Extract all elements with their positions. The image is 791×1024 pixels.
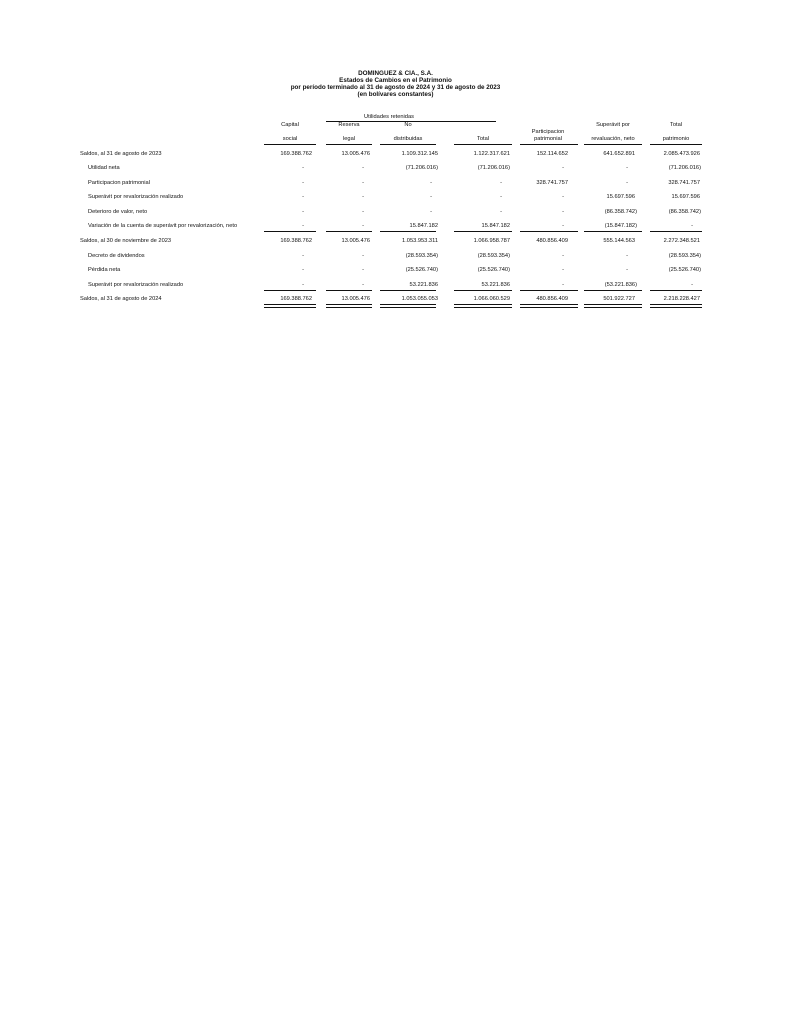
cell-capital: - bbox=[302, 180, 304, 186]
subtotal-rule-capital bbox=[264, 231, 316, 232]
cell-total-retenidas: 1.066.958.787 bbox=[473, 238, 510, 244]
cell-total-patrimonio: 2.085.473.926 bbox=[663, 151, 700, 157]
header-superavit-1: Superávit por bbox=[596, 122, 630, 128]
cell-capital: - bbox=[302, 165, 304, 171]
cell-superavit: - bbox=[626, 180, 628, 186]
cell-total-patrimonio: (71.206.016) bbox=[668, 165, 701, 171]
cell-superavit: - bbox=[626, 253, 628, 259]
cell-participacion: 152.114.652 bbox=[536, 151, 568, 157]
utilidades-retenidas-group-label: Utilidades retenidas bbox=[364, 114, 414, 120]
header-no-distribuidas-1: No bbox=[404, 122, 412, 128]
cell-capital: 169.388.762 bbox=[280, 238, 312, 244]
cell-reserva: 13.005.476 bbox=[341, 296, 370, 302]
header-capital-2: social bbox=[282, 136, 298, 142]
cell-no-distribuidas: 1.053.055.053 bbox=[401, 296, 438, 302]
header-rule-reserva bbox=[326, 144, 372, 145]
cell-participacion: 480.856.409 bbox=[536, 238, 568, 244]
cell-capital: - bbox=[302, 209, 304, 215]
cell-total-patrimonio: 15.697.596 bbox=[671, 194, 700, 200]
double-rule-participacion bbox=[520, 304, 578, 308]
cell-reserva: - bbox=[362, 194, 364, 200]
total-rule-reserva bbox=[326, 290, 372, 291]
header-rule-no-distribuidas bbox=[380, 144, 436, 145]
statement-units: (en bolívares constantes) bbox=[357, 91, 434, 98]
row-label: Deterioro de valor, neto bbox=[88, 209, 148, 215]
header-reserva-2: legal bbox=[342, 136, 356, 142]
cell-total-retenidas: 53.221.836 bbox=[481, 282, 510, 288]
cell-reserva: 13.005.476 bbox=[341, 238, 370, 244]
header-total-patrimonio-1: Total bbox=[669, 122, 682, 128]
cell-no-distribuidas: - bbox=[430, 209, 432, 215]
cell-superavit: - bbox=[626, 267, 628, 273]
cell-total-retenidas: - bbox=[500, 209, 502, 215]
cell-reserva: - bbox=[362, 209, 364, 215]
subtotal-rule-total bbox=[454, 231, 512, 232]
cell-participacion: 480.856.409 bbox=[536, 296, 568, 302]
cell-superavit: (15.847.182) bbox=[604, 223, 637, 229]
double-rule-reserva bbox=[326, 304, 372, 308]
cell-total-retenidas: (25.526.740) bbox=[477, 267, 510, 273]
cell-participacion: 328.741.757 bbox=[536, 180, 568, 186]
cell-superavit: 501.922.727 bbox=[603, 296, 635, 302]
double-rule-superavit bbox=[584, 304, 642, 308]
cell-reserva: - bbox=[362, 253, 364, 259]
cell-total-patrimonio: (28.593.354) bbox=[668, 253, 701, 259]
cell-participacion: - bbox=[562, 267, 564, 273]
cell-reserva: - bbox=[362, 223, 364, 229]
cell-participacion: - bbox=[562, 194, 564, 200]
cell-total-patrimonio: 2.218.228.427 bbox=[663, 296, 700, 302]
cell-total-patrimonio: - bbox=[691, 223, 693, 229]
header-rule-superavit bbox=[584, 144, 642, 145]
cell-superavit: 555.144.563 bbox=[603, 238, 635, 244]
cell-participacion: - bbox=[562, 165, 564, 171]
cell-capital: 169.388.762 bbox=[280, 296, 312, 302]
cell-total-patrimonio: (86.358.742) bbox=[668, 209, 701, 215]
cell-superavit: 15.697.596 bbox=[606, 194, 635, 200]
cell-reserva: - bbox=[362, 165, 364, 171]
subtotal-rule-superavit bbox=[584, 231, 642, 232]
header-superavit-2: revaluación, neto bbox=[591, 136, 635, 142]
row-label: Variación de la cuenta de superávit por revalorización, neto bbox=[88, 223, 238, 229]
cell-superavit: (86.358.742) bbox=[604, 209, 637, 215]
row-label: Participacion patrimonial bbox=[88, 180, 150, 186]
row-label: Superávit por revalorización realizado bbox=[88, 194, 184, 200]
cell-capital: - bbox=[302, 194, 304, 200]
cell-participacion: - bbox=[562, 253, 564, 259]
cell-participacion: - bbox=[562, 223, 564, 229]
subtotal-rule-reserva bbox=[326, 231, 372, 232]
cell-total-patrimonio: - bbox=[691, 282, 693, 288]
statement-period: por período terminado al 31 de agosto de 2024 y 31 de agosto de 2023 bbox=[290, 84, 501, 91]
total-rule-no-distribuidas bbox=[380, 290, 436, 291]
header-rule-participacion bbox=[520, 144, 578, 145]
cell-no-distribuidas: (28.593.354) bbox=[405, 253, 438, 259]
cell-capital: 169.388.762 bbox=[280, 151, 312, 157]
cell-no-distribuidas: - bbox=[430, 194, 432, 200]
total-rule-total-patrimonio bbox=[650, 290, 702, 291]
cell-no-distribuidas: (71.206.016) bbox=[405, 165, 438, 171]
header-no-distribuidas-2: distribuidas bbox=[393, 136, 423, 142]
double-rule-capital bbox=[264, 304, 316, 308]
header-capital-1: Capital bbox=[281, 122, 299, 128]
row-label: Decreto de dividendos bbox=[88, 253, 145, 259]
cell-capital: - bbox=[302, 253, 304, 259]
cell-participacion: - bbox=[562, 282, 564, 288]
company-name: DOMINGUEZ & CIA., S.A. bbox=[358, 70, 433, 77]
cell-superavit: 641.652.891 bbox=[603, 151, 635, 157]
cell-no-distribuidas: (25.526.740) bbox=[405, 267, 438, 273]
subtotal-rule-participacion bbox=[520, 231, 578, 232]
cell-total-retenidas: (28.593.354) bbox=[477, 253, 510, 259]
cell-capital: - bbox=[302, 282, 304, 288]
total-rule-capital bbox=[264, 290, 316, 291]
cell-total-retenidas: - bbox=[500, 194, 502, 200]
cell-reserva: 13.005.476 bbox=[341, 151, 370, 157]
statement-title: Estados de Cambios en el Patrimonio bbox=[339, 77, 452, 84]
double-rule-total bbox=[454, 304, 512, 308]
header-reserva-1: Reserva bbox=[338, 122, 360, 128]
cell-total-retenidas: 1.066.060.529 bbox=[473, 296, 510, 302]
header-participacion-2: patrimonial bbox=[534, 136, 562, 142]
double-rule-total-patrimonio bbox=[650, 304, 702, 308]
cell-no-distribuidas: 15.847.182 bbox=[409, 223, 438, 229]
total-rule-total bbox=[454, 290, 512, 291]
cell-total-patrimonio: 328.741.757 bbox=[668, 180, 700, 186]
header-rule-capital bbox=[264, 144, 316, 145]
cell-superavit: - bbox=[626, 165, 628, 171]
cell-total-retenidas: 1.122.317.621 bbox=[473, 151, 510, 157]
cell-no-distribuidas: 1.053.953.311 bbox=[402, 238, 438, 244]
row-label: Pérdida neta bbox=[88, 267, 121, 273]
cell-no-distribuidas: - bbox=[430, 180, 432, 186]
row-label: Superávit por revalorización realizado bbox=[88, 282, 184, 288]
cell-superavit: (53.221.836) bbox=[604, 282, 637, 288]
total-rule-superavit bbox=[584, 290, 642, 291]
cell-total-retenidas: - bbox=[500, 180, 502, 186]
row-label: Saldos, al 31 de agosto de 2023 bbox=[80, 151, 162, 157]
cell-no-distribuidas: 1.109.312.145 bbox=[401, 151, 438, 157]
cell-total-retenidas: 15.847.182 bbox=[481, 223, 510, 229]
cell-capital: - bbox=[302, 223, 304, 229]
cell-total-patrimonio: (25.526.740) bbox=[668, 267, 701, 273]
subtotal-rule-total-patrimonio bbox=[650, 231, 702, 232]
cell-no-distribuidas: 53.221.836 bbox=[409, 282, 438, 288]
subtotal-rule-no-distribuidas bbox=[380, 231, 436, 232]
header-rule-total-patrimonio bbox=[650, 144, 702, 145]
header-total-retenidas: Total bbox=[476, 136, 489, 142]
row-label: Saldos, al 31 de agosto de 2024 bbox=[80, 296, 162, 302]
cell-reserva: - bbox=[362, 180, 364, 186]
header-rule-total bbox=[454, 144, 512, 145]
cell-participacion: - bbox=[562, 209, 564, 215]
row-label: Saldos, al 30 de noviembre de 2023 bbox=[80, 238, 172, 244]
cell-capital: - bbox=[302, 267, 304, 273]
double-rule-no-distribuidas bbox=[380, 304, 436, 308]
header-total-patrimonio-2: patrimonio bbox=[662, 136, 690, 142]
cell-total-retenidas: (71.206.016) bbox=[477, 165, 510, 171]
cell-reserva: - bbox=[362, 267, 364, 273]
cell-total-patrimonio: 2.272.348.521 bbox=[663, 238, 700, 244]
total-rule-participacion bbox=[520, 290, 578, 291]
cell-reserva: - bbox=[362, 282, 364, 288]
header-participacion-1: Participacion bbox=[531, 129, 565, 135]
row-label: Utilidad neta bbox=[88, 165, 120, 171]
